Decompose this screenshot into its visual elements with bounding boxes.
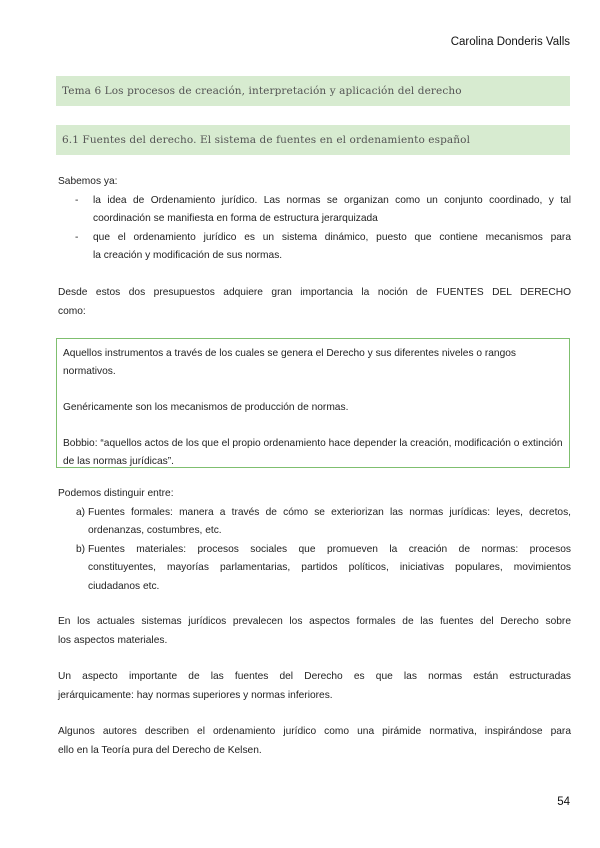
list-item-line: coordinación se manifiesta en forma de estructura jerarquizada (93, 213, 378, 224)
author-name: Carolina Donderis Valls (450, 36, 570, 48)
paragraph-line: como: (58, 305, 86, 317)
definition-text: Aquellos instrumentos a través de los cuales se genera el Derecho y sus diferentes niveles o rangos normativos. (63, 348, 517, 377)
paragraph-line: Desde estos dos presupuestos adquiere gran importancia la noción de FUENTES DEL DERECHO (58, 287, 571, 298)
list-item-line: la creación y modificación de sus normas. (93, 250, 283, 261)
list-item-line: ordenanzas, costumbres, etc. (88, 525, 222, 536)
list-item (58, 192, 571, 229)
paragraph-aspecto (58, 668, 571, 705)
section-heading-text: 6.1 Fuentes del derecho. El sistema de fuentes en el ordenamiento español (62, 134, 471, 146)
section-heading (56, 125, 570, 155)
list-marker: - (75, 194, 79, 206)
list-marker: - (75, 231, 79, 243)
chapter-heading-text: Tema 6 Los procesos de creación, interpretación y aplicación del derecho (62, 85, 462, 97)
list-item (58, 229, 571, 266)
list-item-line: Fuentes materiales: procesos sociales que promueven la creación de normas: procesos (88, 543, 571, 555)
list-item-line: constituyentes, mayorías parlamentarias, partidos políticos, iniciativas populares, movimientos (88, 562, 571, 573)
list-item (58, 504, 571, 541)
list-marker: a) (76, 506, 86, 518)
list-item-line: ciudadanos etc. (88, 580, 160, 592)
list-marker: b) (76, 543, 86, 555)
paragraph-actuales (58, 613, 571, 650)
paragraph-algunos (58, 723, 571, 760)
bobbio-quote: Bobbio: “aquellos actos de los que el propio ordenamiento hace depender la creación, modificación o extinción de las normas jurídicas”. (63, 438, 563, 467)
paragraph-line: Algunos autores describen el ordenamiento jurídico como una pirámide normativa, inspirándose para (58, 726, 571, 737)
list-item-line: Fuentes formales: manera a través de cómo se exteriorizan las normas jurídicas: leyes, decretos, (88, 506, 571, 518)
list-item-line: la idea de Ordenamiento jurídico. Las normas se organizan como un conjunto coordinado, y tal (93, 194, 571, 206)
distinguish-list (58, 504, 571, 597)
chapter-heading (56, 76, 570, 106)
paragraph-line: Un aspecto importante de las fuentes del Derecho es que las normas están estructuradas (58, 671, 571, 682)
intro-section (58, 173, 571, 266)
list-item-line: que el ordenamiento jurídico es un sistema dinámico, puesto que contiene mecanismos para (93, 231, 571, 243)
intro-lead: Sabemos ya: (58, 176, 118, 187)
definition-box (56, 338, 570, 468)
paragraph-line: jerárquicamente: hay normas superiores y normas inferiores. (58, 689, 333, 701)
list-item (58, 541, 571, 597)
distinguish-lead: Podemos distinguir entre: (58, 488, 174, 499)
intro-list (58, 192, 571, 266)
page-number: 54 (557, 796, 570, 808)
paragraph-line: En los actuales sistemas jurídicos prevalecen los aspectos formales de las fuentes del Derecho sobre (58, 616, 571, 627)
paragraph-line: ello en la Teoría pura del Derecho de Kelsen. (58, 744, 262, 756)
distinguish-section (58, 485, 571, 596)
definition-text: Genéricamente son los mecanismos de producción de normas. (63, 402, 349, 413)
paragraph-desde (58, 284, 571, 321)
paragraph-line: los aspectos materiales. (58, 634, 168, 646)
